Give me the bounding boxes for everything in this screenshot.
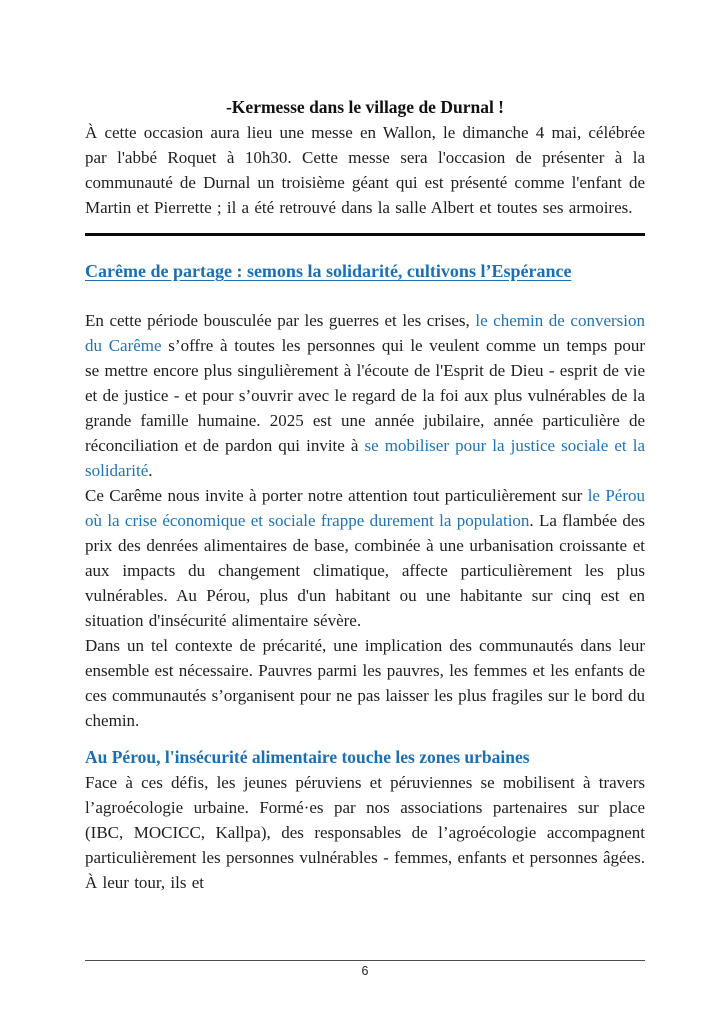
text-run: Ce Carême nous invite à porter notre attention tout particulièrement sur bbox=[85, 486, 588, 505]
announcement-title: -Kermesse dans le village de Durnal ! bbox=[225, 97, 505, 117]
link-perou-crise-economique[interactable]: le Pérou où la crise économique et sociale frappe durement la population bbox=[85, 486, 645, 530]
article-heading: Carême de partage : semons la solidarité, cultivons l’Espérance bbox=[85, 261, 572, 281]
subheading-insecurite-alimentaire: Au Pérou, l'insécurité alimentaire touche les zones urbaines bbox=[85, 747, 530, 767]
text-run: En cette période bousculée par les guerres et les crises, bbox=[85, 311, 476, 330]
footer-rule bbox=[85, 960, 645, 961]
link-chemin-conversion-careme[interactable]: le chemin de conversion du Carême bbox=[85, 311, 645, 355]
paragraph-precarite-communautes: Dans un tel contexte de précarité, une implication des communautés dans leur ensemble est nécessaire. Pauvres parmi les pauvres, les femmes et les enfants de ces communautés s’organisent pour ne pas laisser les plus fragiles sur le bord du chemin. bbox=[85, 636, 645, 730]
link-mobiliser-justice-sociale[interactable]: se mobiliser pour la justice sociale et la solidarité bbox=[85, 436, 646, 480]
page-content bbox=[85, 96, 645, 895]
page-number: 6 bbox=[361, 964, 369, 978]
page-footer bbox=[85, 960, 645, 980]
text-run: s’offre à toutes les personnes qui le veulent comme un temps pour se mettre encore plus singulièrement à l'écoute de l'Esprit de Dieu - esprit de vie et de justice - et pour s’ouvrir avec le regard de la foi aux plus vulnérables de la grande famille humaine. 2025 est une année jubilaire, année particulière de réconciliation et de pardon qui invite à bbox=[85, 336, 645, 455]
section-divider bbox=[85, 233, 645, 236]
announcement-body: À cette occasion aura lieu une messe en Wallon, le dimanche 4 mai, célébrée par l'abbé Roquet à 10h30. Cette messe sera l'occasion de présenter à la communauté de Durnal un troisième géant qui est présenté comme l'enfant de Martin et Pierrette ; il a été retrouvé dans la salle Albert et toutes ses armoires. bbox=[85, 123, 645, 217]
text-run: . La flambée des prix des denrées alimentaires de base, combinée à une urbanisation croissante et aux impacts du changement climatique, affecte particulièrement les plus vulnérables. Au Pérou, plus d'un habitant ou une habitante sur cinq est en situation d'insécurité alimentaire sévère. bbox=[85, 511, 645, 630]
paragraph-perou-crise bbox=[85, 483, 645, 633]
paragraph-lent-intro bbox=[85, 308, 645, 483]
paragraph-agroecologie: Face à ces défis, les jeunes péruviens et péruviennes se mobilisent à travers l’agroécologie urbaine. Formé·es par nos associations partenaires sur place (IBC, MOCICC, Kallpa), des responsables de l’agroécologie accompagnent particulièrement les personnes vulnérables - femmes, enfants et personnes âgées. À leur tour, ils et bbox=[85, 773, 645, 892]
text-run: . bbox=[148, 461, 153, 480]
